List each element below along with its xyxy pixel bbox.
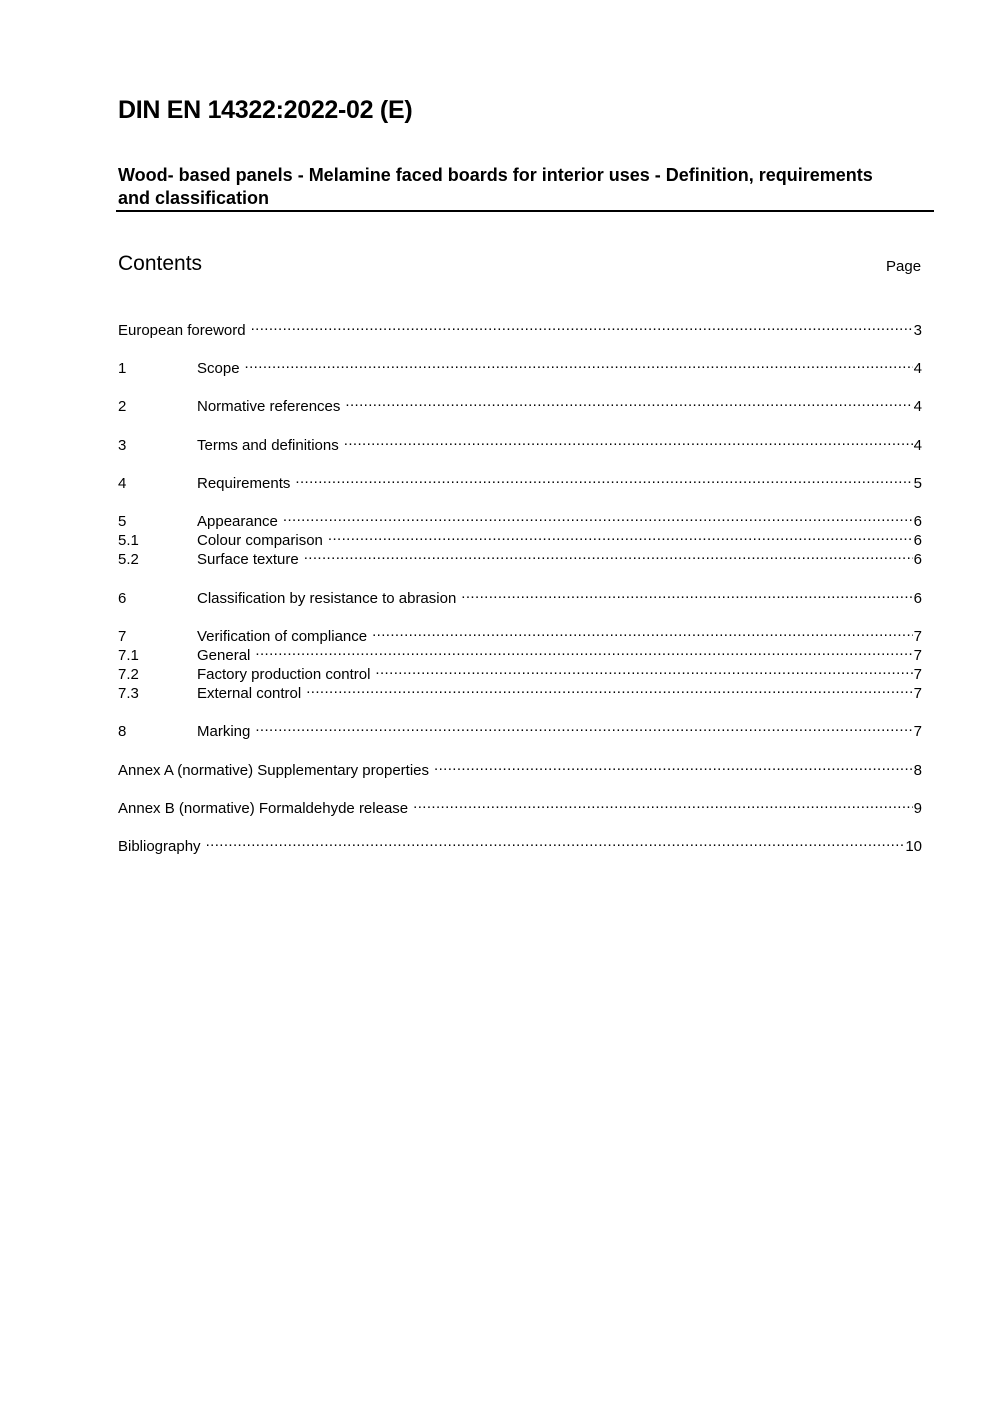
toc-entry-page: 7 — [913, 685, 922, 703]
toc-entry-number: 6 — [118, 589, 127, 607]
toc-entry[interactable] — [118, 354, 922, 378]
toc-entry-page: 4 — [913, 360, 922, 378]
toc-entry-title: Surface texture — [197, 551, 299, 569]
toc-leader — [372, 622, 913, 641]
toc-entry-page: 8 — [913, 761, 922, 779]
toc-entry[interactable] — [118, 392, 922, 416]
toc-entry-page: 4 — [913, 398, 922, 416]
toc-leader — [251, 316, 913, 335]
title-divider — [116, 210, 934, 212]
toc-entry[interactable] — [118, 622, 922, 645]
toc-leader — [295, 469, 912, 488]
toc-entry-title: Verification of compliance — [197, 627, 368, 645]
toc-entry-page: 5 — [913, 474, 922, 492]
toc-entry-number: 1 — [118, 360, 127, 378]
toc-leader — [413, 794, 913, 813]
toc-entry-title: Classification by resistance to abrasion — [197, 589, 457, 607]
toc-entry-page: 7 — [913, 723, 922, 741]
toc-entry-title: Normative references — [197, 398, 341, 416]
toc-entry-number: 5.2 — [118, 551, 139, 569]
toc-entry-number: 5 — [118, 512, 127, 530]
toc-entry[interactable] — [118, 756, 922, 779]
toc-leader — [461, 584, 912, 603]
toc-entry-title: Marking — [197, 723, 251, 741]
contents-heading: Contents — [118, 252, 203, 275]
toc-entry-title: General — [197, 646, 251, 664]
toc-entry-page: 6 — [913, 532, 922, 550]
toc-entry-page: 7 — [913, 666, 922, 684]
toc-leader — [345, 392, 912, 411]
toc-entry-title: Appearance — [197, 512, 278, 530]
toc-entry-title: Annex A (normative) Supplementary properties — [118, 761, 429, 779]
toc-leader — [283, 507, 913, 526]
toc-entry-number: 7.1 — [118, 646, 139, 664]
page-column-heading: Page — [886, 258, 922, 275]
toc-entry[interactable] — [118, 431, 922, 454]
toc-entry-title: Terms and definitions — [197, 436, 339, 454]
toc-entry[interactable] — [118, 584, 922, 607]
toc-entry-title: Scope — [197, 360, 240, 378]
toc-leader — [306, 679, 912, 698]
toc-leader — [344, 431, 913, 450]
toc-entry-page: 6 — [913, 551, 922, 569]
toc-leader — [255, 717, 912, 736]
toc-entry-page: 9 — [913, 799, 922, 817]
toc-entry-page: 10 — [905, 838, 922, 855]
toc-entry[interactable] — [118, 832, 922, 855]
toc-entry-page: 4 — [913, 436, 922, 454]
toc-entry-title: Colour comparison — [197, 532, 323, 550]
toc-entry-number: 8 — [118, 723, 127, 741]
toc-entry-title: European foreword — [118, 322, 246, 339]
toc-entry[interactable] — [118, 469, 922, 492]
toc-entry-page: 6 — [913, 589, 922, 607]
toc-leader — [255, 641, 912, 660]
toc-entry-title: Factory production control — [197, 666, 371, 684]
document-subtitle: Wood- based panels - Melamine faced boards for interior uses - Definition, requirements and classification — [118, 165, 873, 208]
toc-entry-number: 5.1 — [118, 532, 139, 550]
toc-entry-number: 7.2 — [118, 666, 139, 684]
toc-entry-title: Bibliography — [118, 838, 201, 855]
toc-entry[interactable] — [118, 717, 922, 741]
toc-entry-number: 4 — [118, 474, 127, 492]
toc-entry-number: 7 — [118, 627, 127, 645]
toc-entry-title: External control — [197, 685, 302, 703]
toc-leader — [304, 545, 913, 564]
toc-entry-title: Annex B (normative) Formaldehyde release — [118, 799, 409, 817]
toc-leader — [206, 832, 905, 851]
table-of-contents — [118, 316, 922, 855]
toc-entry-page: 6 — [913, 512, 922, 530]
toc-leader — [328, 526, 913, 545]
toc-entry[interactable] — [118, 507, 922, 530]
toc-entry-page: 3 — [913, 322, 922, 339]
toc-entry-page: 7 — [913, 627, 922, 645]
toc-entry-number: 2 — [118, 398, 127, 416]
toc-leader — [375, 660, 912, 679]
toc-entry[interactable] — [118, 316, 922, 339]
toc-entry-page: 7 — [913, 646, 922, 664]
toc-leader — [434, 756, 913, 775]
toc-entry-number: 3 — [118, 436, 127, 454]
toc-entry[interactable] — [118, 794, 922, 817]
toc-entry-number: 7.3 — [118, 685, 139, 703]
toc-leader — [245, 354, 913, 373]
toc-entry-title: Requirements — [197, 474, 291, 492]
document-title: DIN EN 14322:2022-02 (E) — [118, 96, 413, 124]
